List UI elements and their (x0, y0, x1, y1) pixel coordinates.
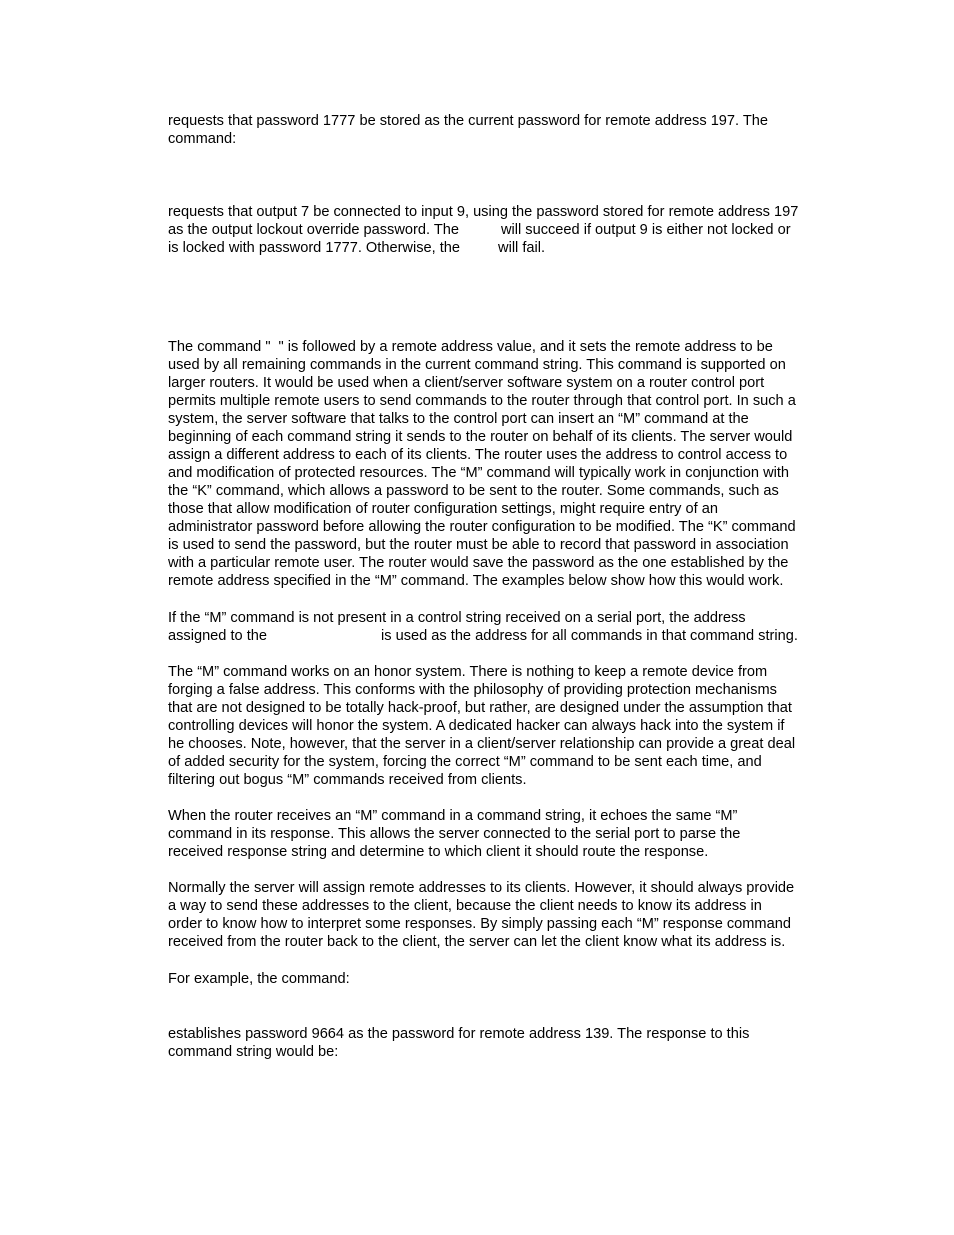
text-line: establishes password 9664 as the password for remote address 139. The response to this (168, 1026, 750, 1042)
text-line: those that allow modification of router configuration settings, might require entry of an (168, 501, 718, 517)
text-segment: is locked with password 1777. Otherwise, the (168, 240, 461, 256)
text-segment: as the output lockout override password. The (168, 222, 459, 238)
text-line: received response string and determine to which client it should route the response. (168, 844, 709, 860)
text-line: he chooses. Note, however, that the server in a client/server relationship can provide a great deal (168, 736, 796, 752)
text-line: permits multiple remote users to send commands to the router through that control port. In such a (168, 393, 796, 409)
text-line (168, 627, 798, 645)
text-line: requests that output 7 be connected to input 9, using the password stored for remote address 197 (168, 204, 799, 220)
text-line: used by all remaining commands in the current command string. This command is supported on (168, 357, 786, 373)
text-line: command: (168, 131, 237, 147)
paragraph-example-intro (168, 970, 350, 988)
paragraph-honor-system (168, 663, 795, 789)
paragraph-output-connect (168, 203, 798, 257)
text-line (168, 221, 798, 239)
text-line: and modification of protected resources. The “M” command will typically work in conjunction with (168, 465, 790, 481)
paragraph-password-store (168, 112, 768, 148)
text-line (168, 338, 796, 356)
text-line: a way to send these addresses to the client, because the client needs to know its address in (168, 898, 762, 914)
text-line: forging a false address. This conforms with the philosophy of providing protection mechanisms (168, 682, 777, 698)
text-segment: assigned to the (168, 628, 267, 644)
text-line: the “K” command, which allows a password to be sent to the router. Some commands, such as (168, 483, 779, 499)
text-line: of added security for the system, forcing the correct “M” command to be sent each time, and (168, 754, 762, 770)
text-line: When the router receives an “M” command in a command string, it echoes the same “M” (168, 808, 738, 824)
text-line (168, 239, 798, 257)
paragraph-m-command-description (168, 338, 796, 590)
text-line: requests that password 1777 be stored as the current password for remote address 197. The (168, 113, 769, 129)
paragraph-example-result (168, 1025, 749, 1061)
text-line: is used to send the password, but the router must be able to record that password in association (168, 537, 789, 553)
text-segment: will succeed if output 9 is either not locked or (500, 222, 791, 238)
text-line: received from the router back to the client, the server can let the client know what its address is. (168, 934, 786, 950)
paragraph-address-assignment (168, 879, 794, 951)
text-line: For example, the command: (168, 971, 350, 987)
text-line: If the “M” command is not present in a control string received on a serial port, the address (168, 610, 746, 626)
text-line: system, the server software that talks to the control port can insert an “M” command at the (168, 411, 749, 427)
text-segment: " is followed by a remote address value, and it sets the remote address to be (278, 339, 773, 355)
text-line: larger routers. It would be used when a client/server software system on a router control port (168, 375, 765, 391)
text-segment: The command " (168, 339, 271, 355)
paragraph-echo (168, 807, 740, 861)
text-line: command string would be: (168, 1044, 339, 1060)
text-line: that are not designed to be totally hack-proof, but rather, are designed under the assumption that (168, 700, 792, 716)
text-segment: will fail. (498, 240, 546, 256)
text-line: remote address specified in the “M” command. The examples below show how this would work. (168, 573, 784, 589)
text-segment: is used as the address for all commands in that command string. (381, 628, 798, 644)
text-line: controlling devices will honor the system. A dedicated hacker can always hack into the system if (168, 718, 785, 734)
text-line: with a particular remote user. The router would save the password as the one established by the (168, 555, 789, 571)
text-line: order to know how to interpret some responses. By simply passing each “M” response command (168, 916, 791, 932)
text-line: filtering out bogus “M” commands received from clients. (168, 772, 527, 788)
text-line: Normally the server will assign remote addresses to its clients. However, it should always provide (168, 880, 795, 896)
paragraph-m-absent (168, 609, 798, 645)
text-line: beginning of each command string it sends to the router on behalf of its clients. The server would (168, 429, 793, 445)
text-line: assign a different address to each of its clients. The router uses the address to control access to (168, 447, 788, 463)
text-line: command in its response. This allows the server connected to the serial port to parse the (168, 826, 741, 842)
text-line: The “M” command works on an honor system. There is nothing to keep a remote device from (168, 664, 768, 680)
text-line: administrator password before allowing the router configuration to be modified. The “K” command (168, 519, 796, 535)
